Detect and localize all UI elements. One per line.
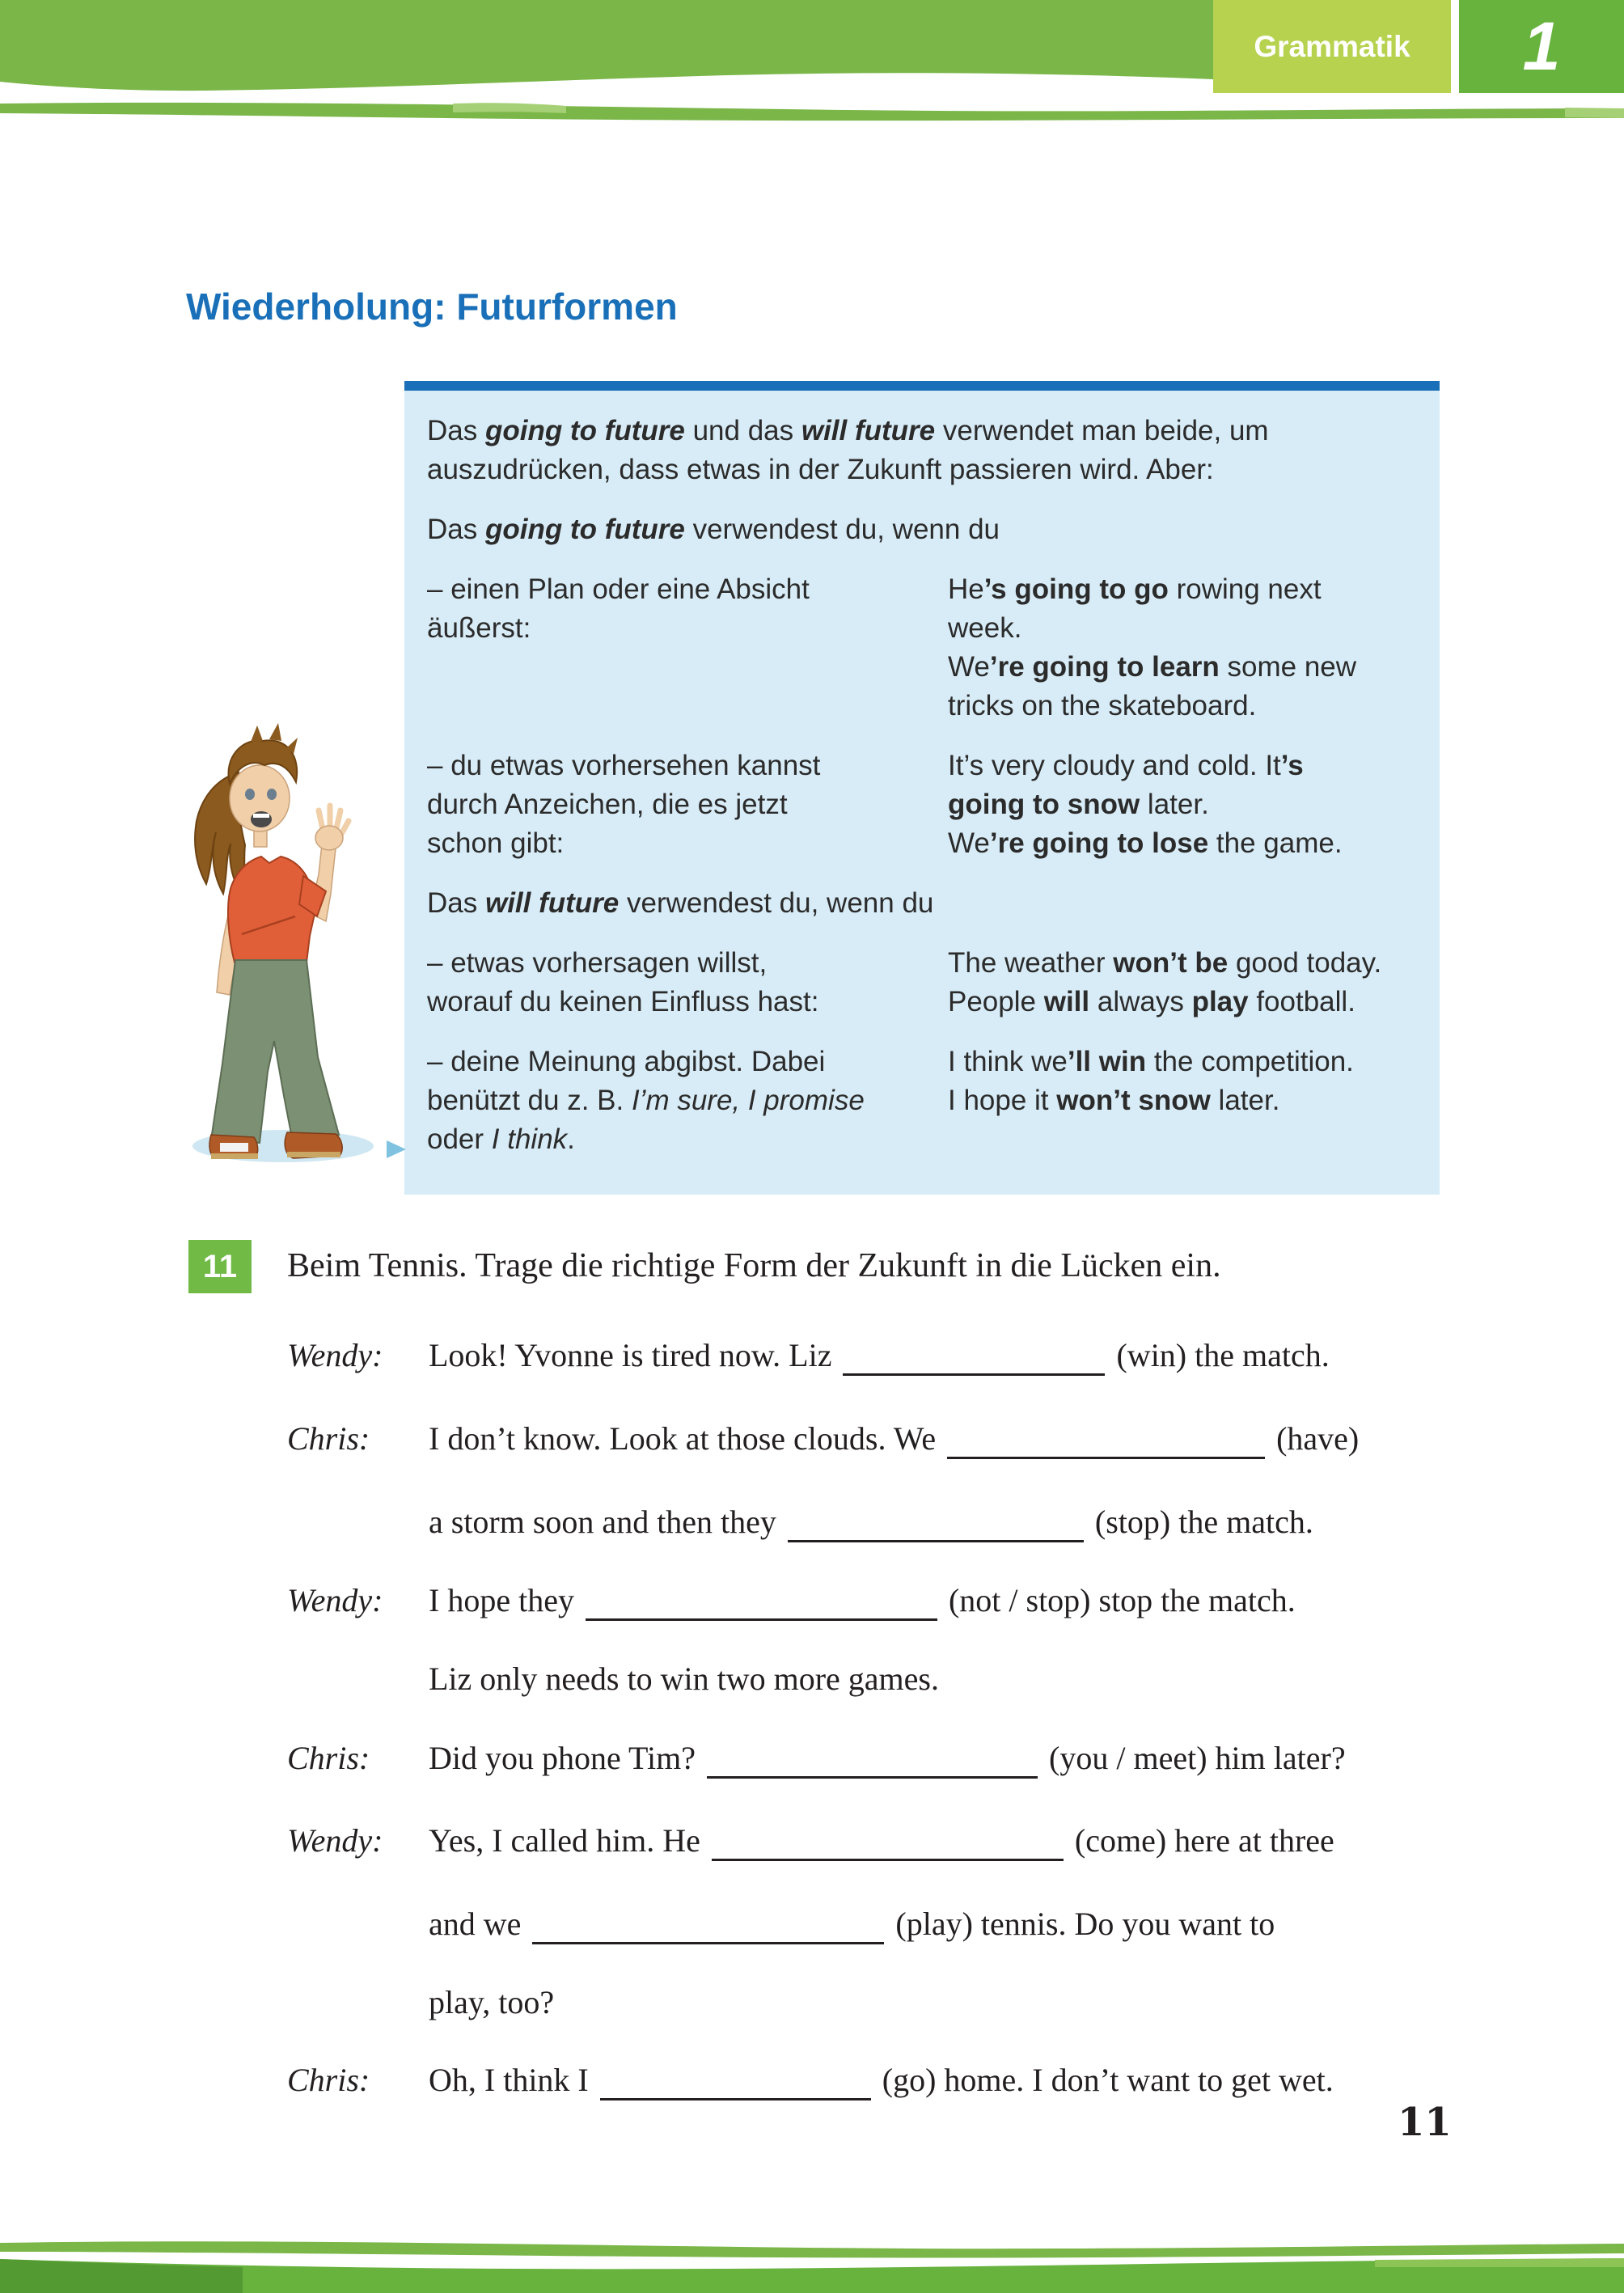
answer-blank[interactable] — [788, 1529, 1084, 1542]
dialog-text: (go) home. I don’t want to get wet. — [882, 2062, 1334, 2098]
header-section-label: Grammatik — [1254, 29, 1410, 63]
header-chapter-tab — [1459, 0, 1624, 93]
dialog-text: I don’t know. Look at those clouds. We — [429, 1420, 937, 1457]
dialog-text: I hope they — [429, 1582, 574, 1618]
dialog-line — [287, 1821, 1516, 1861]
rule-example: He’s going to go rowing next week. We’re going to learn some new tricks on the skateboard. — [948, 573, 1357, 721]
exercise-instruction: Beim Tennis. Trage die richtige Form der Zukunft in die Lücken ein. — [287, 1247, 1221, 1284]
dialog-text: (you / meet) him later? — [1049, 1740, 1346, 1776]
rule-example: It’s very cloudy and cold. It’s going to snow later. We’re going to lose the game. — [948, 750, 1343, 859]
dialog-text: (have) — [1276, 1420, 1360, 1457]
dialog-line — [287, 1739, 1516, 1779]
answer-blank[interactable] — [532, 1931, 884, 1944]
grammar-info-box — [404, 381, 1440, 1195]
dialog-text: (stop) the match. — [1094, 1504, 1313, 1540]
dialog-line — [287, 1905, 1516, 1944]
header-chapter-number: 1 — [1522, 8, 1561, 84]
info-paragraph: Das going to future verwendest du, wenn du — [427, 514, 1000, 545]
dialog-text: Look! Yvonne is tired now. Liz — [429, 1337, 832, 1373]
answer-blank[interactable] — [843, 1362, 1105, 1376]
speaker-label: Wendy: — [287, 1822, 383, 1859]
page-title: Wiederholung: Futurformen — [186, 286, 678, 328]
speaker-label: Wendy: — [287, 1582, 383, 1618]
answer-blank[interactable] — [707, 1765, 1038, 1779]
dialog-text: Yes, I called him. He — [429, 1822, 700, 1859]
rule-text: – deine Meinung abgibst. Dabei benützt du z. B. I’m sure, I promise oder I think. — [427, 1046, 865, 1155]
speaker-label: Chris: — [287, 1420, 370, 1457]
rule-text: – etwas vorhersagen willst, worauf du keinen Einfluss hast: — [427, 947, 819, 1017]
info-rule-row — [427, 570, 1417, 726]
dialog-text: and we — [429, 1906, 522, 1942]
dialog-line — [287, 1503, 1516, 1542]
header-section-tab — [1213, 0, 1451, 93]
speaker-label: Wendy: — [287, 1337, 383, 1373]
dialog-text: Liz only needs to win two more games. — [429, 1661, 939, 1697]
speaker-label: Chris: — [287, 2062, 370, 2098]
dialog-line — [287, 1660, 1516, 1698]
rule-example: The weather won’t be good today. People will always play football. — [948, 947, 1382, 1017]
answer-blank[interactable] — [600, 2087, 871, 2101]
rule-example: I think we’ll win the competition. I hope it won’t snow later. — [948, 1046, 1354, 1116]
dialog-text: Oh, I think I — [429, 2062, 589, 2098]
speaker-label: Chris: — [287, 1740, 370, 1776]
exercise-number: 11 — [202, 1248, 238, 1284]
info-rule-row — [427, 747, 1417, 863]
info-paragraph: Das will future verwendest du, wenn du — [427, 887, 934, 919]
answer-blank[interactable] — [947, 1445, 1265, 1459]
dialog-text: (win) the match. — [1116, 1337, 1330, 1373]
dialog-line — [287, 2061, 1516, 2101]
answer-blank[interactable] — [712, 1847, 1064, 1861]
dialog-text: play, too? — [429, 1984, 555, 2020]
dialog-line — [287, 1419, 1516, 1459]
info-rule-row — [427, 944, 1417, 1022]
page-number: 11 — [1398, 2100, 1452, 2145]
girl-illustration — [174, 692, 392, 1177]
dialog-line — [287, 1983, 1516, 2021]
footer-wave-decoration — [0, 2235, 1624, 2293]
rule-text: – du etwas vorhersehen kannst durch Anzeichen, die es jetzt schon gibt: — [427, 750, 821, 859]
dialog-text: (not / stop) stop the match. — [948, 1582, 1296, 1618]
info-rule-row — [427, 1043, 1417, 1159]
dialog-text: Did you phone Tim? — [429, 1740, 696, 1776]
answer-blank[interactable] — [586, 1607, 937, 1621]
dialog-text: (come) here at three — [1074, 1822, 1334, 1859]
dialog-line — [287, 1336, 1516, 1376]
dialog-text: (play) tennis. Do you want to — [895, 1906, 1275, 1942]
dialog-line — [287, 1581, 1516, 1621]
info-paragraph: Das going to future und das will future verwendet man beide, um auszudrücken, dass etwas in der Zukunft passieren wird. Aber: — [427, 415, 1269, 485]
dialog-text: a storm soon and then they — [429, 1504, 776, 1540]
rule-text: – einen Plan oder eine Absicht äußerst: — [427, 573, 810, 644]
exercise-number-badge — [188, 1240, 252, 1293]
